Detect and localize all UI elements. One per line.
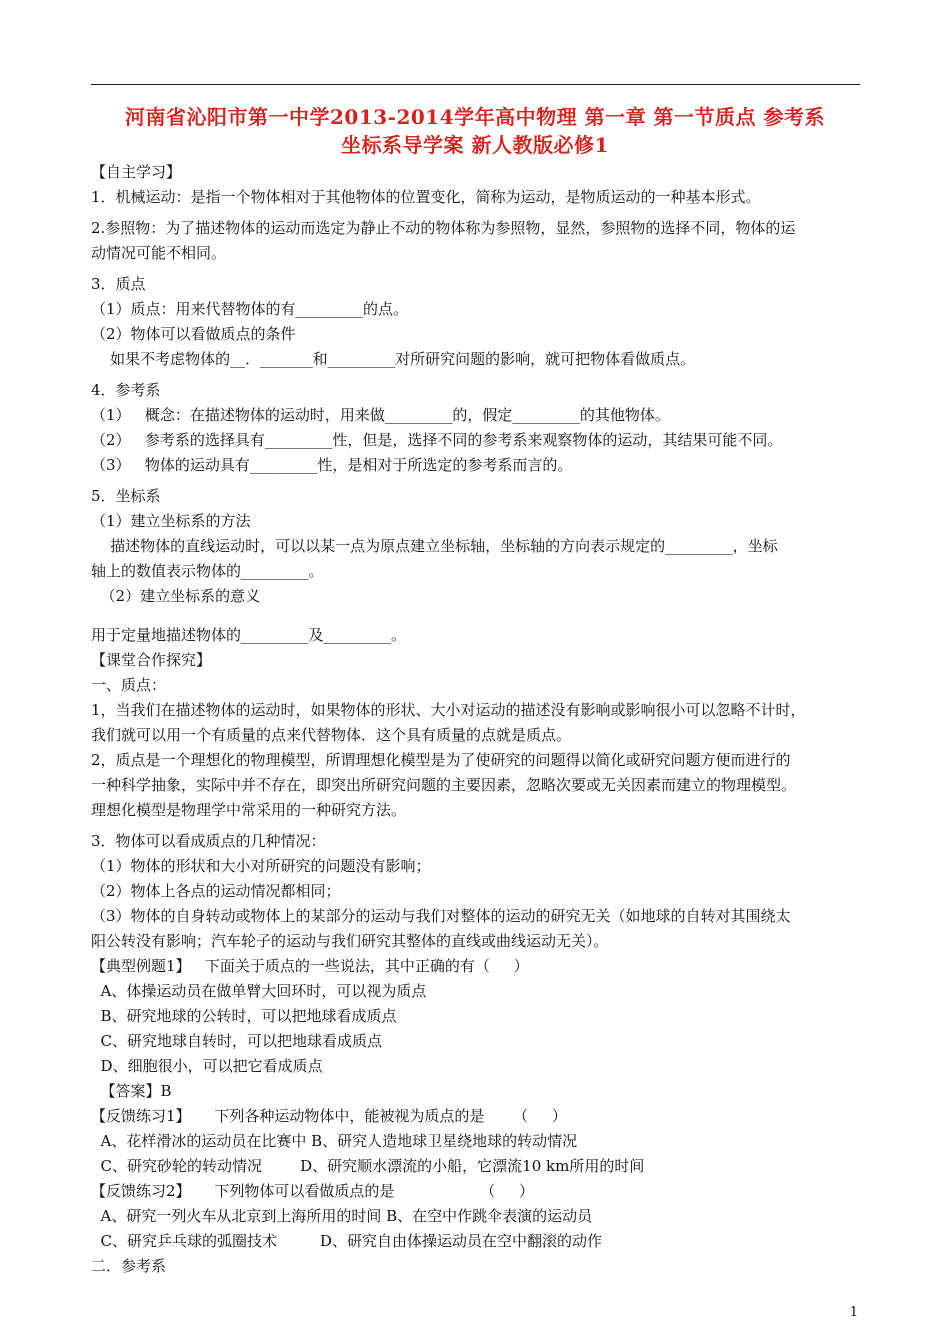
option-b: B、研究地球的公转时，可以把地球看成质点 — [91, 1007, 397, 1025]
text-line: （2）物体上各点的运动情况都相同； — [91, 882, 341, 900]
practice-question-1: 【反馈练习1】 下列各种运动物体中，能被视为质点的是 （ ） — [91, 1107, 567, 1125]
subheading-reference-frame: 4．参考系 — [91, 381, 161, 399]
fill-blank-line: 用于定量地描述物体的_________及_________。 — [91, 626, 407, 644]
option-c: C、研究地球自转时，可以把地球看成质点 — [91, 1032, 383, 1050]
text-line: 我们就可以用一个有质量的点来代替物体．这个具有质量的点就是质点。 — [91, 726, 572, 744]
fill-blank-line: （3） 物体的运动具有_________性，是相对于所选定的参考系而言的。 — [91, 456, 573, 474]
fill-blank-line: （1） 概念：在描述物体的运动时，用来做_________的，假定_________的其他物体。 — [91, 406, 670, 424]
text-line: 1，当我们在描述物体的运动时，如果物体的形状、大小对运动的描述没有影响或影响很小可以忽略不计时， — [91, 701, 806, 719]
section-heading-self-study: 【自主学习】 — [91, 163, 182, 181]
section-heading-cooperation: 【课堂合作探究】 — [91, 651, 212, 669]
answer-line: 【答案】B — [91, 1082, 172, 1100]
text-line: 一种科学抽象，实际中并不存在，即突出所研究问题的主要因素，忽略次要或无关因素而建立的物理模型。 — [91, 776, 797, 794]
subheading-mass-point: 3．质点 — [91, 275, 146, 293]
text-line: 2.参照物：为了描述物体的运动而选定为静止不动的物体称为参照物，显然，参照物的选择不同，物体的运 — [91, 219, 796, 237]
text-line: 动情况可能不相同。 — [91, 244, 227, 262]
option-a: A、体操运动员在做单臂大回环时，可以视为质点 — [91, 982, 427, 1000]
options-cd: C、研究乒乓球的弧圈技术 D、研究自由体操运动员在空中翻滚的动作 — [91, 1232, 602, 1250]
text-line: （1）物体的形状和大小对所研究的问题没有影响； — [91, 857, 431, 875]
text-line: （1）建立坐标系的方法 — [91, 512, 251, 530]
options-ab: A、研究一列火车从北京到上海所用的时间 B、在空中作跳伞表演的运动员 — [91, 1207, 593, 1225]
fill-blank-line: 如果不考虑物体的__．_______和_________对所研究问题的影响，就可把物体看做质点。 — [91, 350, 696, 368]
text-line: 阳公转没有影响；汽车轮子的运动与我们研究其整体的直线或曲线运动无关）。 — [91, 932, 609, 950]
fill-blank-line: 轴上的数值表示物体的_________。 — [91, 562, 324, 580]
text-line: （3）物体的自身转动或物体上的某部分的运动与我们对整体的运动的研究无关（如地球的自转对其围绕太 — [91, 907, 791, 925]
text-line: 2，质点是一个理想化的物理模型，所谓理想化模型是为了使研究的问题得以简化或研究问题方便而进行的 — [91, 751, 791, 769]
header-rule — [91, 84, 860, 85]
document-title-line-2: 坐标系导学案 新人教版必修1 — [341, 133, 609, 157]
text-line: 理想化模型是物理学中常采用的一种研究方法。 — [91, 801, 407, 819]
subheading-mass-point-2: 一、质点： — [91, 676, 167, 694]
document-body — [91, 160, 861, 1279]
example-question: 【典型例题1】 下面关于质点的一些说法，其中正确的有（ ） — [91, 957, 529, 975]
text-line: （2）物体可以看做质点的条件 — [91, 325, 296, 343]
subheading-coordinate-system: 5．坐标系 — [91, 487, 161, 505]
option-d: D、细胞很小，可以把它看成质点 — [91, 1057, 323, 1075]
page-number: 1 — [849, 1305, 858, 1320]
options-cd: C、研究砂轮的转动情况 D、研究顺水漂流的小船，它漂流10 km所用的时间 — [91, 1157, 645, 1175]
text-line: （2）建立坐标系的意义 — [91, 587, 261, 605]
subheading-reference-frame-2: 二．参考系 — [91, 1257, 167, 1275]
text-line: 3．物体可以看成质点的几种情况： — [91, 832, 326, 850]
fill-blank-line: （1）质点：用来代替物体的有_________的点。 — [91, 300, 409, 318]
fill-blank-line: （2） 参考系的选择具有_________性，但是，选择不同的参考系来观察物体的运动，其结果可能不同。 — [91, 431, 783, 449]
practice-question-2: 【反馈练习2】 下列物体可以看做质点的是 （ ） — [91, 1182, 535, 1200]
text-line: 1．机械运动：是指一个物体相对于其他物体的位置变化，简称为运动，是物质运动的一种基本形式。 — [91, 188, 761, 206]
document-title-line-1: 河南省沁阳市第一中学2013-2014学年高中物理 第一章 第一节质点 参考系 — [124, 105, 826, 129]
fill-blank-line: 描述物体的直线运动时，可以以某一点为原点建立坐标轴，坐标轴的方向表示规定的_________，坐标 — [91, 537, 778, 555]
options-ab: A、花样滑冰的运动员在比赛中 B、研究人造地球卫星绕地球的转动情况 — [91, 1132, 578, 1150]
